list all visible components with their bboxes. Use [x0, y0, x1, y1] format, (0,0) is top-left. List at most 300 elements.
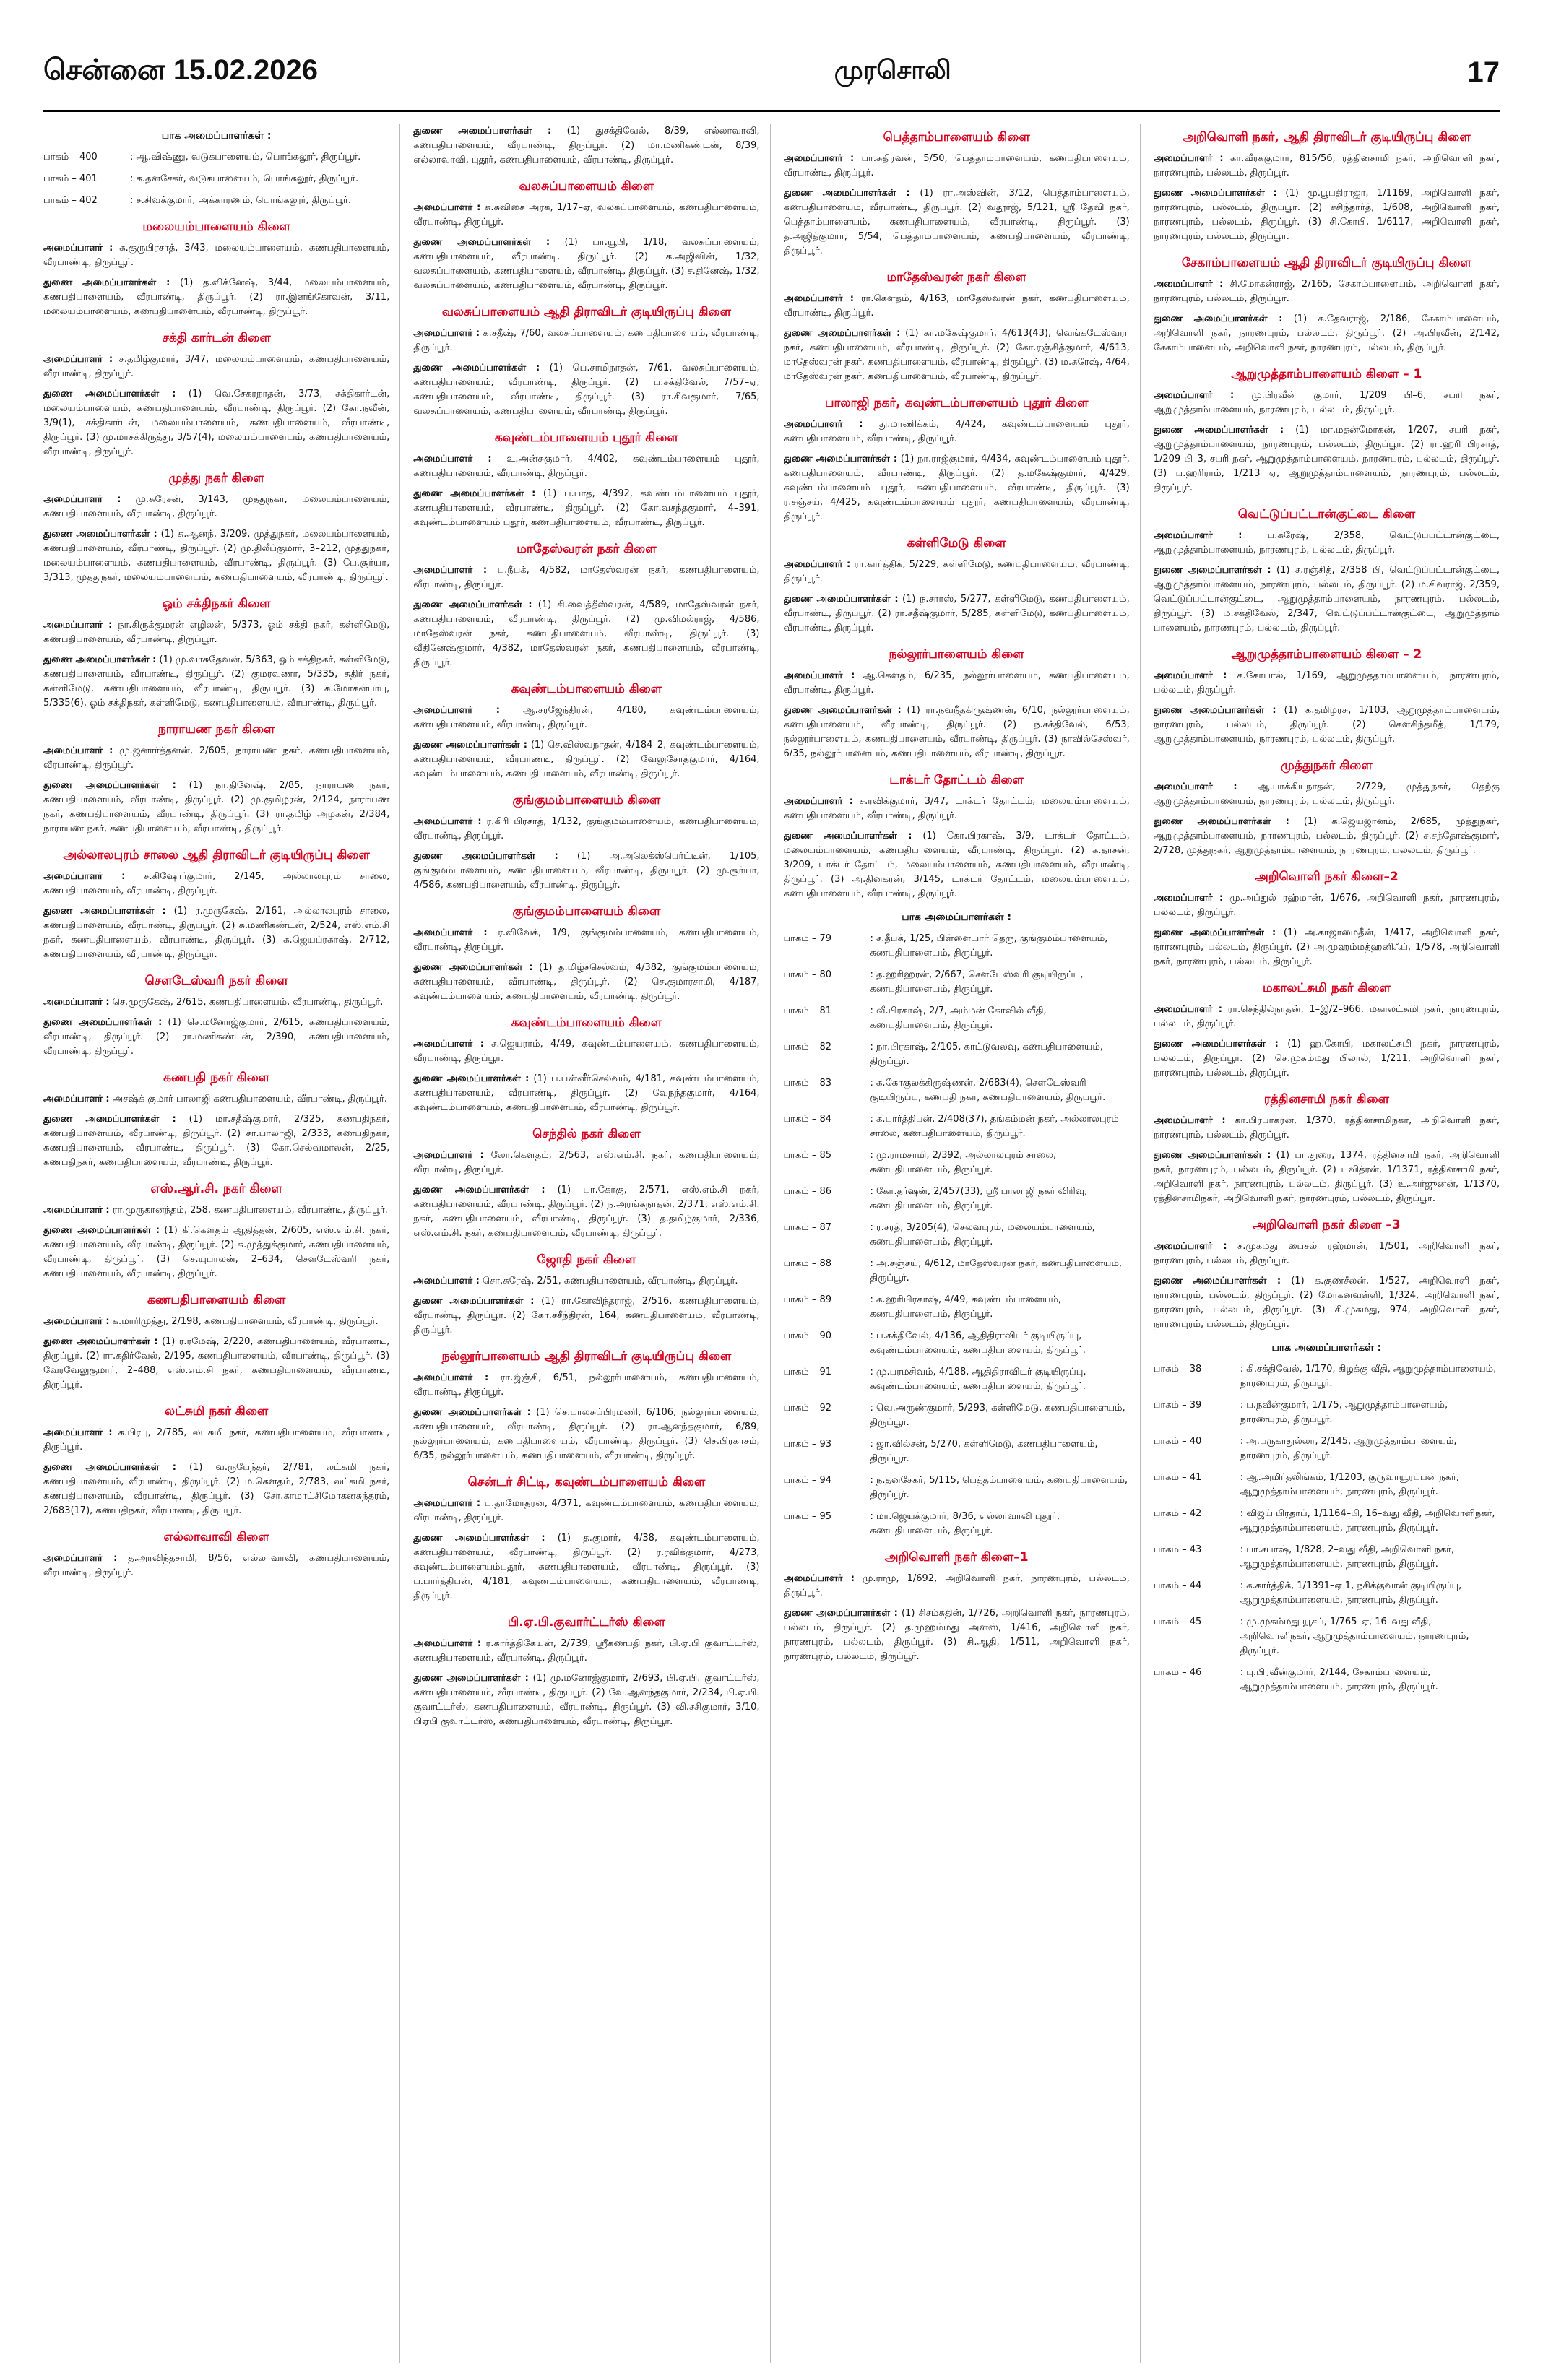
role-label: அமைப்பாளர் :: [783, 153, 855, 164]
booth-row: [784, 1401, 1130, 1430]
role-label: துணை அமைப்பாளர்கள் :: [43, 906, 166, 917]
office-bearer-entry: [1154, 186, 1500, 244]
office-bearer-entry: [43, 1016, 389, 1059]
branch-section: [1154, 646, 1500, 747]
branch-title: குங்குமம்பாளையம் கிளை: [512, 904, 661, 919]
office-bearer-entry: [43, 995, 389, 1010]
role-label: துணை அமைப்பாளர்கள் :: [43, 277, 170, 288]
office-bearer-entry: [43, 1335, 389, 1393]
branch-section: [43, 1291, 389, 1393]
office-bearer-entry: [1154, 1239, 1500, 1268]
member-details: (1) மு.மனோஜ்குமார், 2/693, பி.ஏ.பி. குவாட்டர்ஸ், கணபதிபாளையம், வீரபாண்டி, திருப்பூர். (2) வே.ஆனந்தகுமார், 2/234, பி.ஏ.பி. குவாட்டர்ஸ், கணபதிபாளையம், வீரபாண்டி, திருப்பூர். (3) வி.சசிகுமார், 3/10, பிஏபி குவாட்டர்ஸ், கணபதிபாளையம், வீரபாண்டி, திருப்பூர்.: [413, 1673, 760, 1727]
office-bearer-entry: [43, 1203, 389, 1218]
office-bearer-entry: [43, 870, 389, 899]
branch-title: வலசுப்பாளையம் கிளை: [519, 179, 654, 194]
member-details: ச.கிஷோர்குமார், 2/145, அல்லாலபுரம் சாலை, கணபதிபாளையம், வீரபாண்டி, திருப்பூர்.: [43, 871, 390, 896]
branch-title: ஆறுமுத்தாம்பாளையம் கிளை – 1: [1231, 367, 1422, 381]
role-label: துணை அமைப்பாளர்கள் :: [783, 328, 901, 339]
booth-number: பாகம் – 85: [783, 1150, 832, 1161]
role-label: துணை அமைப்பாளர்கள் :: [413, 1407, 531, 1418]
column-2: [413, 124, 770, 2363]
role-label: அமைப்பாளர் :: [1153, 893, 1224, 904]
member-details: ரா.முருகானந்தம், 258, கணபதிபாளையம், வீரபாண்டி, திருப்பூர்.: [109, 1205, 388, 1216]
member-details: (1) செ.மனோஜ்குமார், 2/615, கணபதிபாளையம், வீரபாண்டி, திருப்பூர். (2) ரா.மணிகண்டன், 2/390, கணபதிபாளையம், வீரபாண்டி, திருப்பூர்.: [43, 1017, 390, 1057]
member-details: (1) ஹ.கோபி, மகாலட்சுமி நகர், நாரணபுரம், பல்லடம், திருப்பூர். (2) செ.முகம்மது பிலால், 1/211, அறிவொளி நகர், நாரணபுரம், பல்லடம், திருப்பூர்.: [1153, 1039, 1500, 1078]
member-details: ச.ரவிக்குமார், 3/47, டாக்டர் தோட்டம், மலையம்பாளையம், கணபதிபாளையம், வீரபாண்டி, திருப்பூர்.: [783, 796, 1130, 821]
role-label: அமைப்பாளர் :: [43, 620, 113, 631]
office-bearer-entry: [413, 201, 759, 230]
member-details: (1) மா.சதீஷ்குமார், 2/325, கணபதிநகர், கணபதிபாளையம், வீரபாண்டி, திருப்பூர். (2) சா.பாலாஜி, 2/333, கணபதிநகர், கணபதிபாளையம், வீரபாண்டி, திருப்பூர். (3) கோ.செல்வமாலன், 2/25, கணபதிநகர், கணபதிபாளையம், வீரபாண்டி, திருப்பூர்.: [43, 1114, 390, 1168]
branch-section: [43, 1069, 389, 1170]
branch-section: [43, 130, 389, 208]
booth-organiser: : மு.முகம்மது யூசப், 1/765–ஏ, 16–வது வீதி, அறிவொளிநகர், ஆறுமுத்தாம்பாளையம், நாரணபுரம், திருப்பூர்.: [1240, 1617, 1469, 1656]
branch-section: [43, 595, 389, 711]
office-bearer-entry: [413, 326, 759, 355]
column-1: [43, 124, 400, 2363]
member-details: ரா.கௌதம், 4/163, மாதேஸ்வரன் நகர், கணபதிபாளையம், வீரபாண்டி, திருப்பூர்.: [783, 293, 1130, 319]
office-bearer-entry: [413, 738, 759, 782]
role-label: அமைப்பாளர் :: [43, 1316, 110, 1327]
office-bearer-entry: [413, 1148, 759, 1177]
member-details: ப.தாமோதரன், 4/371, கவுண்டம்பாளையம், கணபதிபாளையம், வீரபாண்டி, திருப்பூர்.: [413, 1498, 760, 1523]
member-details: அசஷ்க் குமார் பாலாஜி கணபதிபாளையம், வீரபாண்டி, திருப்பூர்.: [109, 1094, 388, 1104]
office-bearer-entry: [1154, 704, 1500, 747]
member-details: து.மாணிக்கம், 4/424, கவுண்டம்பாளையம் புதூர், கணபதிபாளையம், வீரபாண்டி, திருப்பூர்.: [783, 419, 1130, 444]
role-label: துணை அமைப்பாளர்கள் :: [413, 1185, 545, 1195]
office-bearer-entry: [413, 1671, 759, 1729]
booth-organiser: : ப.நவீன்குமார், 1/175, ஆறுமுத்தாம்பாளையம், நாரணபுரம், திருப்பூர்.: [1240, 1400, 1448, 1425]
role-label: அமைப்பாளர் :: [1153, 153, 1224, 164]
role-label: அமைப்பாளர் :: [1153, 670, 1227, 681]
office-bearer-entry: [43, 744, 389, 773]
member-details: (1) ரா.கோவிந்தராஜ், 2/516, கணபதிபாளையம், வீரபாண்டி, திருப்பூர். (2) கோ.சசீந்திரன், 164, கணபதிபாளையம், வீரபாண்டி, திருப்பூர்.: [413, 1296, 760, 1336]
office-bearer-entry: [413, 452, 759, 481]
branch-title: முத்துநகர் கிளை: [1281, 758, 1373, 773]
office-bearer-entry: [1154, 669, 1500, 698]
role-label: அமைப்பாளர் :: [413, 1372, 489, 1383]
branch-section: [413, 303, 759, 419]
branch-title: கவுண்டம்பாளையம் புதூர் கிளை: [494, 430, 678, 445]
role-label: துணை அமைப்பாளர்கள் :: [783, 594, 899, 605]
member-details: (1) நா.ராஜ்குமார், 4/434, கவுண்டம்பாளையம் புதூர், கணபதிபாளையம், வீரபாண்டி, திருப்பூர். (2) த.மகேஷ்குமார், 4/429, கவுண்டம்பாளையம் புதூர், கணபதிபாளையம், வீரபாண்டி, திருப்பூர். (3) ர.சஞ்சய், 4/425, கவுண்டம்பாளையம் புதூர், கணபதிபாளையம், வீரபாண்டி, திருப்பூர்.: [783, 454, 1130, 522]
member-details: செ.முருகேஷ், 2/615, கணபதிபாளையம், வீரபாண்டி, திருப்பூர்.: [109, 997, 384, 1008]
branch-title: ஆறுமுத்தாம்பாளையம் கிளை – 2: [1231, 647, 1422, 662]
role-label: அமைப்பாளர் :: [413, 705, 500, 716]
booth-number: பாகம் – 81: [783, 1005, 832, 1016]
member-details: (1) வெ.சேகரநாதன், 3/73, சக்திகார்டன், மலையம்பாளையம், கணபதிபாளையம், வீரபாண்டி, திருப்பூர். (2) கோ.நவீன், 3/9(1), சக்திகார்டன், மலையம்பாளையம், கணபதிபாளையம், வீரபாண்டி, திருப்பூர். (3) மு.மாசக்கிருத்து, 3/57(4), மலையம்பாளையம், கணபதிபாளையம், வீரபாண்டி, திருப்பூர்.: [43, 389, 390, 457]
office-bearer-entry: [1154, 891, 1500, 920]
booth-organiser: : பா.சபாஷ், 1/828, 2–வது வீதி, அறிவொளி நகர், ஆறுமுத்தாம்பாளையம், நாரணபுரம், திருப்பூர்.: [1240, 1544, 1455, 1570]
branch-section: [784, 535, 1130, 636]
branch-section: [43, 847, 389, 962]
member-details: பா.சுதிரவன், 5/50, பெத்தாம்பாளையம், கணபதிபாளையம், வீரபாண்டி, திருப்பூர்.: [783, 153, 1130, 178]
office-bearer-entry: [413, 1072, 759, 1115]
role-label: துணை அமைப்பாளர்கள் :: [43, 1114, 176, 1125]
office-bearer-entry: [43, 1552, 389, 1580]
branch-section: [784, 269, 1130, 384]
office-bearer-entry: [413, 704, 759, 732]
booth-number: பாகம் – 90: [783, 1330, 832, 1341]
branch-section: [1154, 129, 1500, 244]
branch-section: [784, 394, 1130, 524]
booth-organiser: : ந.தனசேகர், 5/115, பெத்தம்பாளையம், கணபதிபாளையம், திருப்பூர்.: [870, 1475, 1128, 1500]
member-details: (1) பா.துரை, 1374, ரத்தினசாமி நகர், அறிவொளி நகர், நாரணபுரம், பல்லடம், திருப்பூர். (2) பவித்ரன், 1/1371, ரத்தினசாமி நகர், அறிவொளி நகர், நாரணபுரம், பல்லடம், திருப்பூர். (3) உ.அர்ஜுனன், 1/1370, ரத்தினசாமிநகர், அறிவொளி நகர், நாரணபுரம், பல்லடம், திருப்பூர்.: [1153, 1150, 1500, 1204]
role-label: துணை அமைப்பாளர்கள் :: [783, 454, 898, 464]
booth-number: பாகம் – 38: [1153, 1364, 1202, 1375]
branch-title: கள்ளிமேடு கிளை: [907, 536, 1006, 550]
office-bearer-entry: [413, 1371, 759, 1400]
office-bearer-entry: [784, 795, 1130, 823]
role-label: துணை அமைப்பாளர்கள் :: [413, 237, 550, 248]
booth-number: பாகம் – 92: [783, 1403, 832, 1414]
branch-title: மகாலட்சுமி நகர் கிளை: [1262, 981, 1391, 995]
booth-number: பாகம் – 44: [1153, 1580, 1202, 1591]
booth-row: [43, 150, 389, 165]
role-label: அமைப்பாளர் :: [1153, 1004, 1222, 1015]
booth-number: பாகம் – 46: [1153, 1667, 1202, 1678]
office-bearer-entry: [1154, 563, 1500, 636]
office-bearer-entry: [43, 1315, 389, 1329]
booth-organiser: : விஜய் பிரதாப், 1/1164–பி, 16–வது வீதி, அறிவொளிநகர், ஆறுமுத்தாம்பாளையம், நாரணபுரம், திருப்பூர்.: [1240, 1508, 1495, 1533]
branch-title: செந்தில் நகர் கிளை: [532, 1127, 641, 1141]
booth-organiser: : க.பார்த்திபன், 2/408(37), தங்கம்மன் நகர், அல்லாலபுரம் சாலை, கணபதிபாளையம், திருப்பூர்.: [870, 1114, 1119, 1139]
member-details: (1) செ.பாலசுப்பிரமணி, 6/106, நல்லூர்பாளையம், கணபதிபாளையம், வீரபாண்டி, திருப்பூர். (2) ரா.ஆனந்தகுமார், 6/89, நல்லூர்பாளையம், கணபதிபாளையம், வீரபாண்டி, திருப்பூர். (3) செ.பிரகாசம், 6/35, நல்லூர்பாளையம், கணபதிபாளையம், வீரபாண்டி, திருப்பூர்.: [413, 1407, 760, 1461]
member-details: (1) வ.ருபேந்தர், 2/781, லட்சுமி நகர், கணபதிபாளையம், வீரபாண்டி, திருப்பூர். (2) ம.கௌதம், 2/783, லட்சுமி நகர், கணபதிபாளையம், வீரபாண்டி, திருப்பூர். (3) சோ.காமாட்சிமோகனசுந்தரம், 2/683(17), கணபதிநகர், வீரபாண்டி, திருப்பூர்.: [43, 1462, 390, 1516]
branch-title: அறிவொளி நகர் கிளை–2: [1254, 870, 1399, 884]
office-bearer-entry: [1154, 423, 1500, 496]
office-bearer-entry: [413, 849, 759, 893]
member-details: ரா.செந்தில்நாதன், 1–இ/2–966, மகாலட்சுமி நகர், நாரணபுரம், பல்லடம், திருப்பூர்.: [1153, 1004, 1500, 1029]
branch-section: [1154, 1216, 1500, 1332]
branch-title: கவுண்டம்பாளையம் கிளை: [511, 1016, 662, 1030]
role-label: அமைப்பாளர் :: [43, 871, 126, 882]
branch-section: [1154, 1342, 1500, 1695]
role-label: அமைப்பாளர் :: [413, 1150, 484, 1161]
member-details: ப.சுரேஷ், 2/358, வெட்டுப்பட்டான்குட்டை, ஆறுமுத்தாம்பாளையம், நாரணபுரம், பல்லடம், திருப்பூர்.: [1153, 530, 1500, 555]
office-bearer-entry: [43, 1461, 389, 1518]
member-details: சு.பிரபு, 2/785, லட்சுமி நகர், கணபதிபாளையம், வீரபாண்டி, திருப்பூர்.: [43, 1427, 390, 1453]
booth-row: [1154, 1398, 1500, 1427]
booth-row: [1154, 1666, 1500, 1695]
booth-list-heading: பாக அமைப்பாளர்கள் :: [161, 130, 272, 142]
role-label: அமைப்பாளர் :: [43, 997, 110, 1008]
office-bearer-entry: [784, 417, 1130, 446]
branch-title: எல்லாவாவி கிளை: [163, 1530, 269, 1544]
branch-section: [1154, 365, 1500, 496]
role-label: அமைப்பாளர் :: [43, 1205, 110, 1216]
member-details: (1) க.ஜெயஜானம், 2/685, முத்துநகர், ஆறுமுத்தாம்பாளையம், நாரணபுரம், பல்லடம், திருப்பூர். (2) ச.சந்தோஷ்குமார், 2/728, முத்துநகர், ஆறுமுத்தாம்பாளையம், நாரணபுரம், பல்லடம், திருப்பூர்.: [1153, 816, 1500, 856]
branch-title: நல்லூர்பாளையம் ஆதி திராவிடர் குடியிருப்பு கிளை: [441, 1349, 732, 1364]
member-details: (1) மு.பூபதிராஜா, 1/1169, அறிவொளி நகர், நாரணபுரம், பல்லடம், திருப்பூர். (2) சசிந்தார்த், 1/608, அறிவொளி நகர், நாரணபுரம், பல்லடம், திருப்பூர். (3) சி.கோபி, 1/6117, அறிவொளி நகர், நாரணபுரம், பல்லடம், திருப்பூர்.: [1153, 188, 1500, 242]
branch-section: [413, 1125, 759, 1241]
booth-number: பாகம் – 402: [43, 195, 98, 206]
branch-section: [413, 178, 759, 293]
booth-number: பாகம் – 80: [783, 969, 832, 980]
role-label: துணை அமைப்பாளர்கள் :: [413, 363, 540, 373]
branch-title: பி.ஏ.பி.குவார்ட்டர்ஸ் கிளை: [507, 1615, 665, 1630]
branch-title: கணபதி நகர் கிளை: [163, 1070, 270, 1085]
member-details: ர.கார்த்திகேயன், 2/739, ஸ்ரீகணபதி நகர், பி.ஏ.பி குவாட்டர்ஸ், கணபதிபாளையம், வீரபாண்டி, திருப்பூர்.: [413, 1638, 760, 1663]
member-details: த.அரவிந்தசாமி, 8/56, எல்லாவாவி, கணபதிபாளையம், வீரபாண்டி, திருப்பூர்.: [43, 1553, 390, 1578]
booth-organiser: : ச.சிவக்குமார், அக்காரணம், பொங்கலூர், திருப்பூர்.: [130, 195, 351, 206]
branch-title: நல்லூர்பாளையம் கிளை: [889, 647, 1024, 662]
branch-section: [43, 1180, 389, 1281]
member-details: சி.மோகன்ராஜ், 2/165, சேகாம்பாளையம், அறிவொளி நகர், நாரணபுரம், பல்லடம், திருப்பூர்.: [1153, 279, 1500, 304]
branch-section: [413, 903, 759, 1004]
role-label: அமைப்பாளர் :: [783, 419, 863, 430]
booth-row: [784, 1076, 1130, 1105]
member-details: (1) சு.ஆனந், 3/209, முத்துநகர், மலையம்பாளையம், கணபதிபாளையம், வீரபாண்டி, திருப்பூர். (2) மு.திலீப்குமார், 3–212, முத்துநகர், மலையம்பாளையம், கணபதிபாளையம், வீரபாண்டி, திருப்பூர். (3) பே.சூர்யா, 3/313, முத்துநகர், மலையம்பாளையம், கணபதிபாளையம், வீரபாண்டி, திருப்பூர்.: [43, 529, 390, 583]
booth-organiser: : பு.பிரவீன்குமார், 2/144, சேகாம்பாளையம், ஆறுமுத்தாம்பாளையம், நாரணபுரம், திருப்பூர்.: [1240, 1667, 1438, 1692]
booth-row: [784, 1221, 1130, 1250]
role-label: அமைப்பாளர் :: [1153, 390, 1235, 401]
booth-number: பாகம் – 45: [1153, 1617, 1202, 1627]
office-bearer-entry: [413, 1637, 759, 1666]
role-label: துணை அமைப்பாளர்கள் :: [413, 1073, 530, 1084]
booth-number: பாகம் – 400: [43, 152, 98, 163]
member-details: (1) த.மிழ்ச்செல்வம், 4/382, குங்குமம்பாளையம், கணபதிபாளையம், வீரபாண்டி, திருப்பூர். (2) செ.குமாரசாமி, 4/187, கவுண்டம்பாளையம், கணபதிபாளையம், வீரபாண்டி, திருப்பூர்.: [413, 962, 760, 1002]
office-bearer-entry: [413, 1497, 759, 1526]
branch-section: [43, 721, 389, 836]
office-bearer-entry: [784, 326, 1130, 384]
branch-section: [1154, 868, 1500, 969]
role-label: அமைப்பாளர் :: [783, 559, 851, 570]
booth-organiser: : க.கோகுலக்கிருஷ்ணன், 2/683(4), சௌடேஸ்வரி குடியிருப்பு, கணபதி நகர், கணபதிபாளையம், திருப்பூர்.: [870, 1078, 1106, 1103]
office-bearer-entry: [413, 1406, 759, 1463]
booth-row: [784, 1257, 1130, 1286]
role-label: அமைப்பாளர் :: [43, 1094, 110, 1104]
booth-organiser: : கி.சக்திவேல், 1/170, கிழக்கு வீதி, ஆறுமுத்தாம்பாளையம், நாரணபுரம், திருப்பூர்.: [1240, 1364, 1497, 1389]
page-number: 17: [1467, 56, 1500, 88]
booth-row: [1154, 1543, 1500, 1572]
role-label: துணை அமைப்பாளர்கள் :: [1153, 816, 1289, 827]
branch-section: [43, 1403, 389, 1518]
office-bearer-entry: [43, 387, 389, 459]
branch-section: [784, 646, 1130, 761]
office-bearer-entry: [43, 276, 389, 319]
member-details: சு.சுவிசை அரசு, 1/17–ஏ, வலசுப்பாளையம், கணபதிபாளையம், வீரபாண்டி, திருப்பூர்.: [413, 202, 760, 228]
branch-title: பெத்தாம்பாளையம் கிளை: [883, 130, 1030, 144]
role-label: அமைப்பாளர் :: [1153, 530, 1242, 541]
office-bearer-entry: [43, 1224, 389, 1281]
booth-organiser: : ஜா.வில்சன், 5/270, கள்ளிமேடு, கணபதிபாளையம், திருப்பூர்.: [870, 1439, 1098, 1464]
role-label: அமைப்பாளர் :: [413, 565, 488, 576]
member-details: (1) அ.காஜாமைதீன், 1/417, அறிவொளி நகர், நாரணபுரம், பல்லடம், திருப்பூர். (2) அ.முஹம்மத்ஹனிஃப், 1/578, அறிவொளி நகர், நாரணபுரம், பல்லடம், திருப்பூர்.: [1153, 927, 1500, 967]
booth-number: பாகம் – 83: [783, 1078, 832, 1089]
branch-title: சௌடேஸ்வரி நகர் கிளை: [144, 974, 288, 988]
booth-organiser: : மு.ராமசாமி, 2/392, அல்லாலபுரம் சாலை, கணபதிபாளையம், திருப்பூர்.: [870, 1150, 1057, 1175]
role-label: துணை அமைப்பாளர்கள் :: [413, 1533, 545, 1544]
branch-title: மலையம்பாளையம் கிளை: [142, 220, 290, 234]
role-label: அமைப்பாளர் :: [413, 927, 488, 938]
member-details: (1) துசக்திவேல், 8/39, எல்லாவாவி, கணபதிபாளையம், வீரபாண்டி, திருப்பூர். (2) மா.மணிகண்டன், 8/39, எல்லாவாவி, புதூர், கணபதிபாளையம், வீரபாண்டி, திருப்பூர்.: [413, 126, 760, 165]
branch-title: பாலாஜி நகர், கவுண்டம்பாளையம் புதூர் கிளை: [824, 396, 1089, 410]
branch-title: எஸ்.ஆர்.சி. நகர் கிளை: [150, 1182, 282, 1196]
booth-organiser: : ப.சக்திவேல், 4/136, ஆதிதிராவிடர் குடியிருப்பு, கவுண்டம்பாளையம், கணபதிபாளையம், திருப்பூர்.: [870, 1330, 1086, 1356]
branch-section: [413, 1614, 759, 1729]
role-label: துணை அமைப்பாளர்கள் :: [413, 488, 536, 499]
role-label: அமைப்பாளர் :: [1153, 1115, 1226, 1126]
member-details: ச.தமிழ்குமார், 3/47, மலையம்பாளையம், கணபதிபாளையம், வீரபாண்டி, திருப்பூர்.: [43, 354, 390, 379]
role-label: துணை அமைப்பாளர்கள் :: [1153, 313, 1283, 324]
booth-list-heading: பாக அமைப்பாளர்கள் :: [1271, 1342, 1382, 1354]
booth-number: பாகம் – 89: [783, 1294, 832, 1305]
member-details: ச.முகமது பைசல் ரஹ்மான், 1/501, அறிவொளி நகர், நாரணபுரம், பல்லடம், திருப்பூர்.: [1153, 1241, 1500, 1266]
office-bearer-entry: [1154, 277, 1500, 306]
booth-organiser: : ஆ.விஷ்ணு, வடுகபாளையம், பொங்கலூர், திருப்பூர்.: [130, 152, 361, 163]
role-label: துணை அமைப்பாளர்கள் :: [1153, 1150, 1271, 1161]
member-details: க.குருபிரசாத், 3/43, மலையம்பாளையம், கணபதிபாளையம், வீரபாண்டி, திருப்பூர்.: [43, 243, 390, 268]
member-details: (1) பா.யூபி, 1/18, வலசுப்பாளையம், கணபதிபாளையம், வீரபாண்டி, திருப்பூர். (2) க.அஜிவின், 1/32, வலசுப்பாளையம், கணபதிபாளையம், வீரபாண்டி, திருப்பூர். (3) ச.தினேஷ், 1/32, வலசுப்பாளையம், கணபதிபாளையம், வீரபாண்டி, திருப்பூர்.: [413, 237, 760, 291]
booth-row: [784, 1365, 1130, 1394]
member-details: ர.விவேக், 1/9, குங்குமம்பாளையம், கணபதிபாளையம், வீரபாண்டி, திருப்பூர்.: [413, 927, 760, 953]
booth-number: பாகம் – 95: [783, 1511, 832, 1522]
member-details: மு.ஜனார்த்தனன், 2/605, நாராயண நகர், கணபதிபாளையம், வீரபாண்டி, திருப்பூர்.: [43, 745, 390, 771]
role-label: அமைப்பாளர் :: [413, 816, 482, 827]
role-label: துணை அமைப்பாளர்கள் :: [1153, 927, 1276, 938]
booth-row: [784, 1293, 1130, 1322]
role-label: அமைப்பாளர் :: [1153, 1241, 1227, 1252]
branch-title: அறிவொளி நகர் கிளை –3: [1252, 1218, 1401, 1232]
office-bearer-entry: [784, 558, 1130, 587]
branch-section: [413, 124, 759, 168]
booth-number: பாகம் – 93: [783, 1439, 832, 1450]
office-bearer-entry: [43, 241, 389, 270]
role-label: துணை அமைப்பாளர்கள் :: [413, 1673, 529, 1684]
booth-row: [784, 1185, 1130, 1213]
booth-number: பாகம் – 42: [1153, 1508, 1202, 1519]
branch-section: [784, 771, 1130, 901]
office-bearer-entry: [413, 1183, 759, 1241]
role-label: துணை அமைப்பாளர்கள் :: [1153, 1276, 1281, 1286]
branch-title: முத்து நகர் கிளை: [168, 471, 264, 485]
member-details: கா.பிரபாகரன், 1/370, ரத்தினசாமிநகர், அறிவொளி நகர், நாரணபுரம், பல்லடம், திருப்பூர்.: [1153, 1115, 1500, 1141]
member-details: (1) ர.முருகேஷ், 2/161, அல்லாலபுரம் சாலை, கணபதிபாளையம், வீரபாண்டி, திருப்பூர். (2) சு.மணிகண்டன், 2/524, எஸ்.எம்.சி நகர், கணபதிபாளையம், வீரபாண்டி, திருப்பூர். (3) க.ஜெயப்ரகாஷ், 2/712, கணபதிபாளையம், வீரபாண்டி, திருப்பூர்.: [43, 906, 390, 960]
paper-name: முரசொலி: [834, 56, 951, 85]
branch-title: கவுண்டம்பாளையம் கிளை: [511, 682, 662, 696]
office-bearer-entry: [43, 1426, 389, 1455]
branch-title: ரத்தினசாமி நகர் கிளை: [1263, 1092, 1389, 1107]
branch-title: லட்சுமி நகர் கிளை: [164, 1404, 269, 1419]
member-details: (1) க.குணசீலன், 1/527, அறிவொளி நகர், நாரணபுரம், பல்லடம், திருப்பூர். (2) மோகனவள்ளி, 1/324, அறிவொளி நகர், நாரணபுரம், பல்லடம், திருப்பூர். (3) சி.முகமது, 974, அறிவொளி நகர், நாரணபுரம், பல்லடம், திருப்பூர்.: [1153, 1276, 1500, 1330]
office-bearer-entry: [784, 452, 1130, 524]
role-label: துணை அமைப்பாளர்கள் :: [413, 1296, 535, 1307]
booth-organiser: : ச.தீபக், 1/25, பிள்ளையார் தெரு, குங்குமம்பாளையம், கணபதிபாளையம், திருப்பூர்.: [870, 933, 1108, 959]
booth-row: [784, 932, 1130, 961]
office-bearer-entry: [784, 704, 1130, 761]
role-label: துணை அமைப்பாளர்கள் :: [413, 126, 552, 137]
branch-section: [784, 1549, 1130, 1664]
member-details: (1) கோ.பிரகாஷ், 3/9, டாக்டர் தோட்டம், மலையம்பாளையம், கணபதிபாளையம், வீரபாண்டி, திருப்பூர். (2) க.தர்சன், 3/209, டாக்டர் தோட்டம், மலையம்பாளையம், கணபதிபாளையம், வீரபாண்டி, திருப்பூர். (3) அ.தினகரன், 3/145, டாக்டர் தோட்டம், மலையம்பாளையம், கணபதிபாளையம், வீரபாண்டி, திருப்பூர்.: [783, 831, 1130, 899]
office-bearer-entry: [43, 779, 389, 836]
role-label: அமைப்பாளர் :: [413, 1039, 484, 1050]
member-details: (1) சிசம்சுதின், 1/726, அறிவொளி நகர், நாரணபுரம், பல்லடம், திருப்பூர். (2) த.முஹம்மது அனஸ், 1/416, அறிவொளி நகர், நாரணபுரம், பல்லடம், திருப்பூர். (3) சி.ஆதி, 1/511, அறிவொளி நகர், நாரணபுரம், பல்லடம், திருப்பூர்.: [783, 1608, 1130, 1662]
booth-organiser: : வீ.பிரகாஷ், 2/7, அம்மன் கோவில் வீதி, கணபதிபாளையம், திருப்பூர்.: [870, 1005, 1047, 1031]
branch-section: [43, 329, 389, 459]
branch-title: சென்டர் சிட்டி, கவுண்டம்பாளையம் கிளை: [467, 1475, 706, 1489]
role-label: அமைப்பாளர் :: [413, 1498, 481, 1509]
member-details: (1) ச.ரஞ்சித், 2/358 பி, வெட்டுப்பட்டான்குட்டை, ஆறுமுத்தாம்பாளையம், நாரணபுரம், பல்லடம், திருப்பூர். (2) ம.சிவராஜ், 2/359, வெட்டுப்பட்டான்குட்டை, ஆறுமுத்தாம்பாளையம், நாரணபுரம், பல்லடம், திருப்பூர். (3) ம.சக்திவேல், 2/347, வெட்டுப்பட்டான்குட்டை, ஆறுமுத்தாம் பாளையம், நாரணபுரம், பல்லடம், திருப்பூர்.: [1153, 565, 1500, 633]
branch-section: [43, 469, 389, 585]
booth-number: பாகம் – 79: [783, 933, 832, 944]
office-bearer-entry: [43, 493, 389, 522]
branch-section: [43, 1528, 389, 1580]
member-details: (1) மா.மதன்மோகன், 1/207, சபரி நகர், ஆறுமுத்தாம்பாளையம், நாரணபுரம், பல்லடம், திருப்பூர். (2) ரா.ஹரி பிரசாத், 1/209 பி–3, சபரி நகர், ஆறுமுத்தாம்பாளையம், நாரணபுரம், பல்லடம், திருப்பூர். (3) ப.ஹரிராம், 1/213 ஏ, ஆறுமுத்தாம்பாளையம், நாரணபுரம், பல்லடம், திருப்பூர்.: [1153, 425, 1500, 493]
booth-organiser: : மா.ஜெயக்குமார், 8/36, எல்லாவாவி புதூர், கணபதிபாளையம், திருப்பூர்.: [870, 1511, 1060, 1536]
member-details: (1) க.தமிழரசு, 1/103, ஆறுமுத்தாம்பாளையம், நாரணபுரம், பல்லடம், திருப்பூர். (2) கௌசிந்தமீத், 1/179, ஆறுமுத்தாம்பாளையம், நாரணபுரம், பல்லடம், திருப்பூர்.: [1153, 705, 1500, 745]
role-label: துணை அமைப்பாளர்கள் :: [783, 1608, 898, 1619]
booth-number: பாகம் – 43: [1153, 1544, 1202, 1555]
branch-title: நாராயண நகர் கிளை: [157, 722, 275, 737]
branch-section: [43, 218, 389, 319]
branch-title: அறிவொளி நகர் கிளை–1: [884, 1550, 1029, 1565]
booth-number: பாகம் – 39: [1153, 1400, 1202, 1411]
member-details: ஆ.பாக்கியநாதன், 2/729, முத்துநகர், தெற்கு ஆறுமுத்தாம்பாளையம், நாரணபுரம், பல்லடம், திருப்பூர்.: [1153, 782, 1500, 807]
office-bearer-entry: [413, 1274, 759, 1289]
branch-title: ஓம் சக்திநகர் கிளை: [162, 597, 271, 611]
branch-title: சேகாம்பாளையம் ஆதி திராவிடர் குடியிருப்பு கிளை: [1181, 256, 1471, 270]
article-columns: [43, 124, 1500, 2363]
booth-row: [784, 1148, 1130, 1177]
role-label: துணை அமைப்பாளர்கள் :: [413, 740, 527, 750]
branch-section: [413, 429, 759, 530]
branch-section: [413, 1251, 759, 1338]
office-bearer-entry: [413, 487, 759, 530]
member-details: மு.சுரேசன், 3/143, முத்துநகர், மலையம்பாளையம், கணபதிபாளையம், வீரபாண்டி, திருப்பூர்.: [43, 494, 390, 519]
booth-organiser: : க.கார்த்திக், 1/1391–ஏ 1, நசிக்குவான் குடியிருப்பு, ஆறுமுத்தாம்பாளையம், நாரணபுரம், திருப்பூர்.: [1240, 1580, 1462, 1606]
booth-row: [784, 1474, 1130, 1502]
branch-title: அறிவொளி நகர், ஆதி திராவிடர் குடியிருப்பு கிளை: [1183, 130, 1471, 144]
member-details: (1) க.தேவராஜ், 2/186, சேகாம்பாளையம், அறிவொளி நகர், நாரணபுரம், பல்லடம், திருப்பூர். (2) அ.பிரவீன், 2/142, சேகாம்பாளையம், அறிவொளி நகர், நாரணபுரம், பல்லடம், திருப்பூர்.: [1153, 313, 1500, 353]
member-details: (1) பெ.சாமிநாதன், 7/61, வலசுப்பாளையம், கணபதிபாளையம், வீரபாண்டி, திருப்பூர். (2) ப.சக்திவேல், 7/57–ஏ, கணபதிபாளையம், வீரபாண்டி, திருப்பூர். (3) ரா.சிவகுமார், 7/65, வலசுப்பாளையம், கணபதிபாளையம், வீரபாண்டி, திருப்பூர்.: [413, 363, 760, 417]
booth-row: [1154, 1507, 1500, 1536]
member-details: (1) த.குமார், 4/38, கவுண்டம்பாளையம், கணபதிபாளையம், வீரபாண்டி, திருப்பூர். (2) ர.ரவிக்குமார், 4/273, கவுண்டம்பாளையம்புதூர், கணபதிபாளையம், வீரபாண்டி, திருப்பூர். (3) ப.பார்த்திபன், 4/181, கவுண்டம்பாளையம், கணபதிபாளையம், வீரபாண்டி, திருப்பூர்.: [413, 1533, 760, 1601]
role-label: துணை அமைப்பாளர்கள் :: [43, 1225, 160, 1236]
branch-section: [413, 1014, 759, 1115]
branch-title: வெட்டுப்பட்டான்குட்டை கிளை: [1237, 507, 1416, 522]
booth-row: [1154, 1579, 1500, 1608]
role-label: துணை அமைப்பாளர்கள் :: [43, 389, 176, 399]
branch-section: [1154, 979, 1500, 1081]
booth-number: பாகம் – 87: [783, 1222, 832, 1233]
member-details: ரா.ஜ்ஞ்சி, 6/51, நல்லூர்பாளையம், கணபதிபாளையம், வீரபாண்டி, திருப்பூர்.: [413, 1372, 760, 1398]
booth-row: [784, 1004, 1130, 1033]
role-label: துணை அமைப்பாளர்கள் :: [1153, 705, 1276, 716]
booth-organiser: : ஆ.அமிர்தலிங்கம், 1/1203, குருவாயூரப்பன் நகர், ஆறுமுத்தாம்பாளையம், நாரணபுரம், திருப்பூர்.: [1240, 1472, 1460, 1497]
member-details: (1) பா.கோகு, 2/571, எஸ்.எம்.சி நகர், கணபதிபாளையம், வீரபாண்டி, திருப்பூர். (2) ந.அரங்கநாதன், 2/371, எஸ்.எம்.சி. நகர், கணபதிபாளையம், வீரபாண்டி, திருப்பூர். (3) த.தமிழ்குமார், 2/336, எஸ்.எம்.சி. நகர், கணபதிபாளையம், வீரபாண்டி, திருப்பூர்.: [413, 1185, 760, 1239]
member-details: (1) மு.வாசுதேவன், 5/363, ஓம் சக்திநகர், கள்ளிமேடு, கணபதிபாளையம், வீரபாண்டி, திருப்பூர். (2) குமரவணா, 5/335, சுதிர் நகர், கள்ளிமேடு, கணபதிபாளையம், வீரபாண்டி, திருப்பூர். (3) சு.மோகன்பாபு, 5/335(6), ஓம் சக்திநகர், கள்ளிமேடு, கணபதிபாளையம், வீரபாண்டி, திருப்பூர்.: [43, 654, 390, 709]
member-details: லோ.கௌதம், 2/563, எஸ்.எம்.சி. நகர், கணபதிபாளையம், வீரபாண்டி, திருப்பூர்.: [413, 1150, 760, 1175]
branch-title: சக்தி கார்டன் கிளை: [162, 331, 271, 345]
booth-organiser: : கோ.தர்ஷன், 2/457(33), ஸ்ரீ பாலாஜி நகர் விரிவு, கணபதிபாளையம், திருப்பூர்.: [870, 1186, 1088, 1211]
booth-number: பாகம் – 94: [783, 1475, 832, 1486]
office-bearer-entry: [1154, 529, 1500, 558]
office-bearer-entry: [43, 618, 389, 647]
booth-row: [1154, 1362, 1500, 1391]
office-bearer-entry: [1154, 926, 1500, 969]
office-bearer-entry: [1154, 1148, 1500, 1206]
booth-organiser: : நா.பிரகாஷ், 2/105, காட்டுவலவு, கணபதிபாளையம், திருப்பூர்.: [870, 1042, 1103, 1067]
role-label: அமைப்பாளர் :: [43, 243, 113, 254]
member-details: க.கோபால், 1/169, ஆறுமுத்தாம்பாளையம், நாரணபுரம், பல்லடம், திருப்பூர்.: [1153, 670, 1500, 696]
branch-section: [413, 680, 759, 782]
office-bearer-entry: [1154, 1274, 1500, 1332]
role-label: துணை அமைப்பாளர்கள் :: [43, 780, 176, 791]
office-bearer-entry: [1154, 389, 1500, 417]
role-label: துணை அமைப்பாளர்கள் :: [783, 188, 910, 199]
role-label: அமைப்பாளர் :: [783, 1573, 855, 1584]
role-label: துணை அமைப்பாளர்கள் :: [783, 831, 912, 841]
